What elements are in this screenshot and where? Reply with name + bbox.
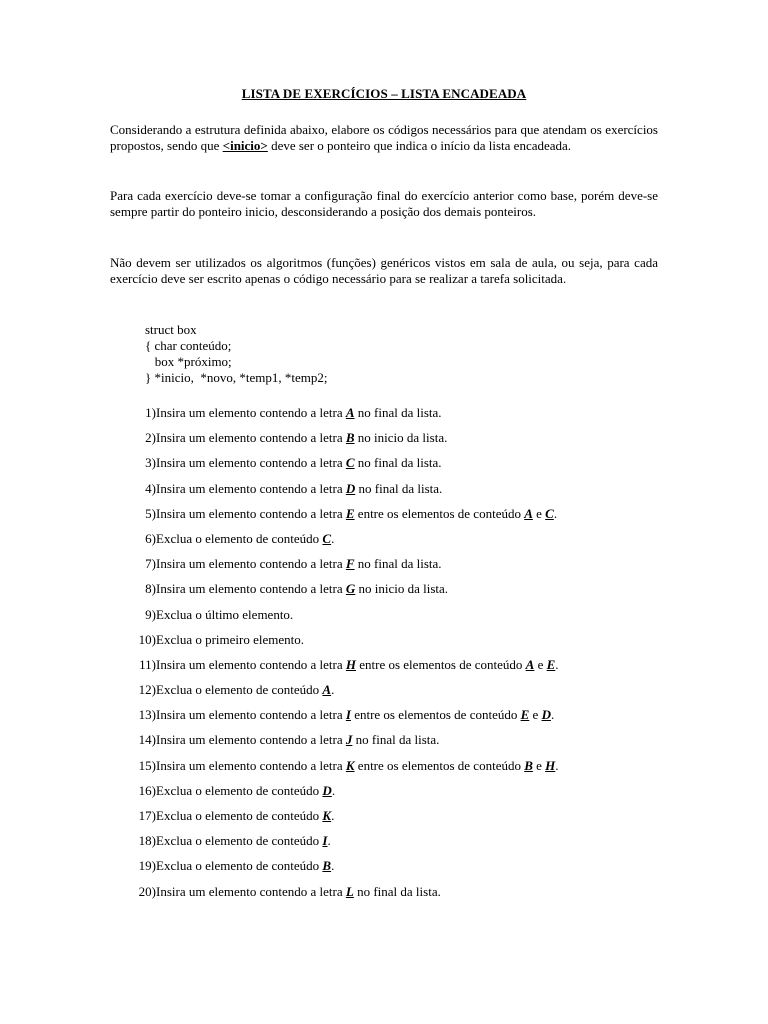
exercise-text-part: . [555, 757, 559, 773]
exercise-letter: E [345, 505, 355, 521]
page-title: LISTA DE EXERCÍCIOS – LISTA ENCADEADA [241, 86, 527, 101]
exercise-text-part: Exclua o elemento de conteúdo [156, 530, 323, 546]
exercise-number: 10) [138, 631, 156, 647]
exercise-letter: D [322, 782, 332, 798]
exercise-text-part: . [331, 782, 336, 798]
exercise-letter: D [345, 480, 356, 496]
exercise-letter: A [524, 505, 533, 521]
code-line: { char conteúdo; [145, 338, 232, 353]
code-line: struct box [145, 322, 197, 337]
exercise-letter: J [345, 732, 353, 748]
exercise-number: 20) [138, 883, 156, 899]
struct-code-block [145, 322, 327, 386]
exercise-text-part: Exclua o elemento de conteúdo [156, 858, 323, 874]
exercise-text-part: e [532, 757, 546, 773]
exercise-text-part: e [532, 505, 546, 521]
exercise-text-part: . [331, 682, 335, 698]
exercise-item [120, 732, 680, 757]
exercise-text-part: . [331, 808, 335, 823]
exercise-text-part: no inicio da lista. [354, 430, 448, 446]
exercise-letter: D [541, 707, 551, 723]
exercise-text-part: Insira um elemento contendo a letra [156, 455, 346, 471]
exercise-number: 9) [145, 606, 156, 622]
exercise-text-part: no final da lista. [354, 455, 442, 471]
exercise-text-part: . [555, 656, 559, 672]
exercise-letter: F [345, 556, 355, 572]
exercise-letter: A [345, 405, 355, 420]
exercise-letter: E [546, 656, 556, 672]
exercise-text [156, 581, 448, 597]
exercise-text [156, 531, 334, 547]
exercise-text-part: no final da lista. [353, 883, 441, 899]
exercise-number: 3) [145, 455, 156, 471]
exercise-text [156, 455, 442, 471]
exercise-text-part: no final da lista. [354, 556, 442, 572]
exercise-text-part: Insira um elemento contendo a letra [156, 505, 346, 521]
exercise-text [156, 632, 304, 648]
paragraph-intro [110, 122, 658, 154]
exercise-text-part: e [534, 656, 547, 672]
exercise-text-part: no final da lista. [352, 732, 440, 748]
exercise-text [156, 657, 559, 673]
exercise-text [156, 405, 442, 421]
exercise-text-part: Exclua o elemento de conteúdo [156, 833, 323, 849]
exercise-text-part: Exclua o primeiro elemento. [156, 631, 305, 647]
paragraph-intro-text-end: deve ser o ponteiro que indica o início da lista encadeada. [267, 138, 572, 153]
exercise-text-part: Insira um elemento contendo a letra [156, 430, 346, 446]
exercise-letter: K [345, 757, 355, 773]
exercise-letter: I [322, 833, 328, 849]
exercise-text-part: Insira um elemento contendo a letra [156, 405, 346, 420]
exercise-number: 14) [138, 732, 156, 748]
exercise-number: 4) [145, 480, 156, 496]
exercise-letter: C [322, 530, 332, 546]
exercise-text-part: Exclua o último elemento. [156, 606, 294, 622]
exercise-text [156, 858, 334, 874]
exercise-text-part: Insira um elemento contendo a letra [156, 883, 346, 899]
paragraph-rules: Não devem ser utilizados os algoritmos (funções) genéricos vistos em sala de aula, ou seja, para cada exercício deve ser escrito apenas o código necessário para se realizar a tarefa solicitada. [110, 255, 658, 286]
exercise-text [156, 556, 442, 572]
exercise-text-part: entre os elementos de conteúdo [350, 707, 521, 723]
exercise-text-part: e [529, 707, 542, 723]
exercise-list [120, 405, 680, 909]
exercise-text-part: Insira um elemento contendo a letra [156, 732, 346, 748]
exercise-text-part: . [550, 707, 555, 723]
exercise-text [156, 783, 335, 799]
exercise-number: 12) [138, 682, 156, 698]
exercise-item [120, 783, 680, 808]
exercise-item [120, 833, 680, 858]
exercise-text-part: Insira um elemento contendo a letra [156, 480, 346, 496]
exercise-item [120, 506, 680, 531]
exercise-text [156, 481, 442, 497]
exercise-letter: E [520, 707, 530, 723]
exercise-item [120, 430, 680, 455]
exercise-number: 6) [145, 530, 156, 546]
exercise-text [156, 833, 331, 849]
code-line: box *próximo; [145, 354, 232, 369]
exercise-text [156, 707, 554, 723]
exercise-text-part: Insira um elemento contendo a letra [156, 707, 346, 723]
exercise-item [120, 607, 680, 632]
exercise-text [156, 506, 557, 522]
exercise-number: 5) [145, 505, 156, 521]
exercise-number: 11) [139, 656, 156, 672]
exercise-text-part: Insira um elemento contendo a letra [156, 581, 346, 597]
exercise-number: 8) [145, 581, 156, 597]
exercise-number: 1) [145, 405, 156, 420]
exercise-item [120, 657, 680, 682]
inicio-pointer-highlight: <inicio> [222, 138, 268, 153]
exercise-letter: H [345, 656, 356, 672]
exercise-item [120, 884, 680, 909]
exercise-text-part: . [331, 530, 335, 546]
exercise-text [156, 430, 447, 446]
exercise-item [120, 632, 680, 657]
exercise-text-part: . [327, 833, 331, 849]
paragraph-config: Para cada exercício deve-se tomar a configuração final do exercício anterior como base, porém deve-se sempre partir do ponteiro inicio, desconsiderando a posição dos demais ponteiros. [110, 188, 658, 219]
exercise-text-part: Exclua o elemento de conteúdo [156, 782, 323, 798]
exercise-item [120, 758, 680, 783]
exercise-letter: G [345, 581, 356, 597]
exercise-letter: A [525, 656, 535, 672]
exercise-text [156, 732, 439, 748]
exercise-number: 7) [145, 556, 156, 572]
code-line: } *inicio, *novo, *temp1, *temp2; [145, 370, 328, 385]
exercise-item [120, 707, 680, 732]
exercise-item [120, 405, 680, 430]
exercise-number: 15) [138, 757, 156, 773]
exercise-text [156, 808, 334, 824]
exercise-text-part: no final da lista. [354, 405, 442, 420]
exercise-text-part: Insira um elemento contendo a letra [156, 556, 346, 572]
exercise-item [120, 858, 680, 883]
exercise-number: 13) [138, 707, 156, 723]
exercise-letter: L [345, 883, 354, 899]
exercise-number: 17) [138, 808, 156, 823]
exercise-letter: B [322, 858, 332, 874]
exercise-text [156, 607, 293, 623]
exercise-item [120, 531, 680, 556]
exercise-letter: C [545, 505, 554, 521]
exercise-text-part: Exclua o elemento de conteúdo [156, 808, 323, 823]
exercise-number: 18) [138, 833, 156, 849]
exercise-text-part: no final da lista. [355, 480, 443, 496]
exercise-letter: H [545, 757, 556, 773]
exercise-item [120, 481, 680, 506]
exercise-number: 19) [138, 858, 156, 874]
exercise-letter: B [345, 430, 355, 446]
exercise-text-part: Exclua o elemento de conteúdo [156, 682, 323, 698]
exercise-item [120, 808, 680, 833]
exercise-text-part: entre os elementos de conteúdo [356, 656, 526, 672]
exercise-letter: C [345, 455, 355, 471]
paragraph-intro-text: Considerando a estrutura definida abaixo, elabore os códigos necessários para que atendam os exercícios propostos, sendo que [110, 122, 658, 153]
exercise-text-part: . [553, 505, 558, 521]
exercise-text-part: . [331, 858, 335, 874]
exercise-letter: K [322, 808, 332, 823]
exercise-text-part: Insira um elemento contendo a letra [156, 757, 346, 773]
exercise-number: 16) [138, 782, 156, 798]
exercise-text [156, 758, 559, 774]
exercise-item [120, 556, 680, 581]
exercise-letter: I [345, 707, 351, 723]
exercise-text-part: Insira um elemento contendo a letra [156, 656, 346, 672]
exercise-letter: A [322, 682, 332, 698]
exercise-text [156, 682, 334, 698]
exercise-letter: B [524, 757, 533, 773]
exercise-text-part: no inicio da lista. [355, 581, 449, 597]
exercise-number: 2) [145, 430, 156, 446]
exercise-text-part: entre os elementos de conteúdo [354, 757, 525, 773]
exercise-item [120, 581, 680, 606]
exercise-text-part: entre os elementos de conteúdo [354, 505, 525, 521]
exercise-item [120, 682, 680, 707]
exercise-text [156, 884, 441, 900]
exercise-item [120, 455, 680, 480]
